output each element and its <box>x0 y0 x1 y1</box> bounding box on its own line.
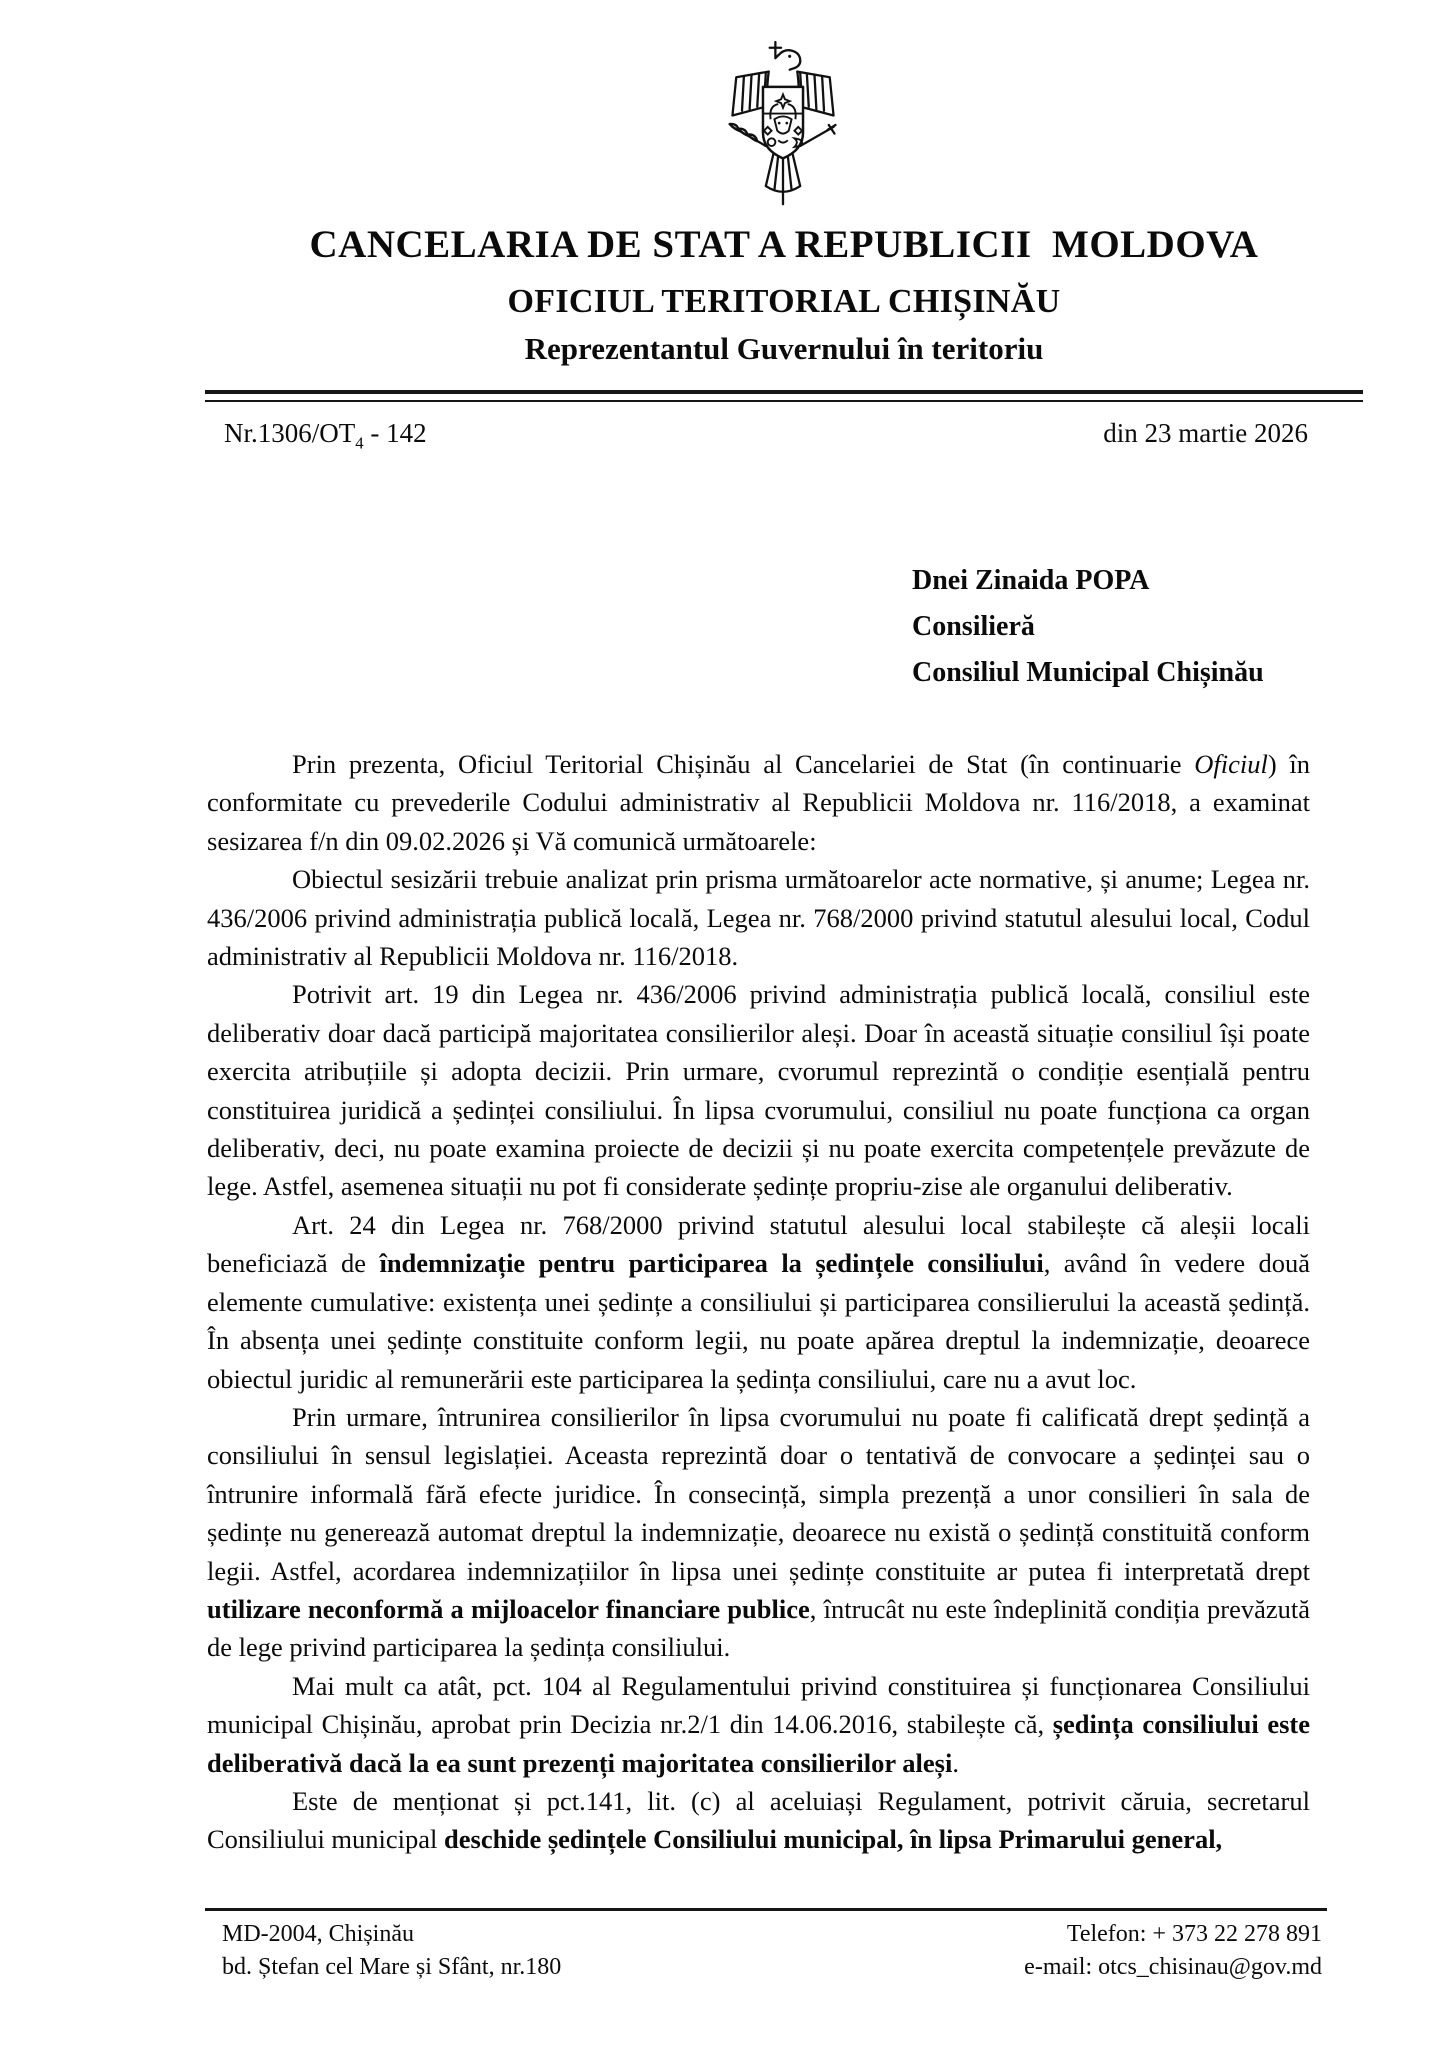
addressee-block <box>912 558 1264 696</box>
footer-email: e-mail: otcs_chisinau@gov.md <box>1024 1954 1322 1980</box>
paragraph-text-bold: ședința consiliului este deliberativă dacă la ea sunt prezenți majoritatea consilierilor aleși <box>207 1709 1310 1778</box>
office-subtitle-line: Reprezentantul Guvernului în teritoriu <box>524 331 1044 366</box>
addressee-name: Dnei Zinaida POPA <box>912 565 1150 596</box>
paragraph-text-bold: îndemnizație pentru participarea la ședințele consiliului <box>379 1248 1044 1279</box>
footer-contacts <box>1024 1918 1322 1984</box>
body-paragraph-7 <box>207 1782 1310 1859</box>
body-paragraph-6 <box>207 1667 1310 1782</box>
paragraph-text: Este de menționat și pct.141, lit. (c) al aceluiași Regulament, potrivit căruia, secretarul Consiliului municipal <box>207 1785 1310 1855</box>
reference-row <box>224 418 1308 453</box>
body-paragraph-5 <box>207 1398 1310 1667</box>
paragraph-text: ) în conformitate cu prevederile Codului administrativ al Republicii Moldova nr. 116/2018, a examinat sesizarea f/n din 09.02.2026 și Vă comunică următoarele: <box>207 749 1311 856</box>
footer-divider <box>205 1908 1327 1911</box>
letter-body <box>207 745 1310 1859</box>
moldova-coat-of-arms-icon <box>721 36 845 214</box>
org-name-line: CANCELARIA DE STAT A REPUBLICII MOLDOVA <box>309 223 1259 266</box>
reference-number <box>224 418 427 453</box>
footer-phone: Telefon: + 373 22 278 891 <box>1066 1921 1322 1947</box>
paragraph-text: Prin prezenta, Oficiul Teritorial Chișinău al Cancelariei de Stat (în continuarie <box>292 749 1195 779</box>
paragraph-text: Potrivit art. 19 din Legea nr. 436/2006 privind administrația publică locală, consiliul este deliberativ doar dacă participă majoritatea consilierilor aleși. Doar în această situație consiliul își poate exercita atribuțiile și adopta decizii. Prin urmare, cvorumul reprezintă o condiție esențială pentru constituirea juridică a ședinței consiliului. În lipsa cvorumului, consiliul nu poate funcționa ca organ deliberativ, deci, nu poate examina proiecte de decizii și nu poate exercita competențele prevăzute de lege. Astfel, asemenea situații nu pot fi considerate ședințe propriu-zise ale organului deliberativ. <box>207 979 1310 1202</box>
paragraph-text: , întrucât nu este îndeplinită condiția prevăzută de lege privind participarea la ședința consiliului. <box>207 1593 1310 1663</box>
paragraph-text: Prin urmare, întrunirea consilierilor în lipsa cvorumului nu poate fi calificată drept ședință a consiliului în sensul legislației. Aceasta reprezintă doar o tentativă de convocare a ședinței sau o întrunire informală fără efecte juridice. În consecință, simpla prezență a unor consilieri în sala de ședințe nu generează automat dreptul la indemnizație, deoarece nu există o ședință constituită conform legii. Astfel, acordarea indemnizațiilor în lipsa unei ședințe constituite ar putea fi interpretată drept <box>207 1401 1310 1586</box>
addressee-title: Consilieră <box>912 611 1035 642</box>
paragraph-text-bold: utilizare neconformă a mijloacelor financiare publice <box>207 1593 810 1624</box>
header-divider <box>205 390 1363 402</box>
addressee-organization: Consiliul Municipal Chișinău <box>912 657 1264 688</box>
body-paragraph-2 <box>207 860 1310 975</box>
paragraph-text: Obiectul sesizării trebuie analizat prin prisma următoarelor acte normative, și anume; Legea nr. 436/2006 privind administrația publică locală, Legea nr. 768/2000 privind statutul alesului local, Codul administrativ al Republicii Moldova nr. 116/2018. <box>207 864 1310 972</box>
letterhead <box>205 222 1363 367</box>
body-paragraph-3 <box>207 975 1310 1205</box>
body-paragraph-4 <box>207 1206 1310 1398</box>
paragraph-text: . <box>952 1747 959 1778</box>
footer-address-line1: MD-2004, Chișinău <box>222 1921 414 1947</box>
paragraph-text: Mai mult ca atât, pct. 104 al Regulamentului privind constituirea și funcționarea Consiliului municipal Chișinău, aprobat prin Decizia nr.2/1 din 14.06.2016, stabilește că, <box>207 1670 1310 1740</box>
reference-number-prefix: Nr.1306/OT <box>224 418 356 448</box>
paragraph-text: , având în vedere două elemente cumulative: existența unei ședințe a consiliului și participarea consilierului la această ședință. În absența unei ședințe constituite conform legii, nu poate apărea dreptul la indemnizație, deoarece obiectul juridic al remunerării este participarea la ședința consiliului, care nu a avut loc. <box>207 1248 1310 1394</box>
body-paragraph-1 <box>207 745 1310 860</box>
letter-date: din 23 martie 2026 <box>1103 418 1308 448</box>
footer-address-line2: bd. Ștefan cel Mare și Sfânt, nr.180 <box>222 1954 562 1980</box>
letter-footer <box>222 1918 1322 1984</box>
paragraph-text-italic: Oficiul <box>1194 749 1268 779</box>
reference-number-subscript: 4 <box>355 433 364 453</box>
office-name-line: OFICIUL TERITORIAL CHIȘINĂU <box>507 283 1061 320</box>
paragraph-text-bold: deschide ședințele Consiliului municipal, în lipsa Primarului general, <box>444 1824 1223 1855</box>
footer-address <box>222 1918 561 1984</box>
reference-number-suffix: - 142 <box>363 418 427 448</box>
paragraph-text: Art. 24 din Legea nr. 768/2000 privind statutul alesului local stabilește că aleșii locali beneficiază de <box>207 1209 1310 1279</box>
